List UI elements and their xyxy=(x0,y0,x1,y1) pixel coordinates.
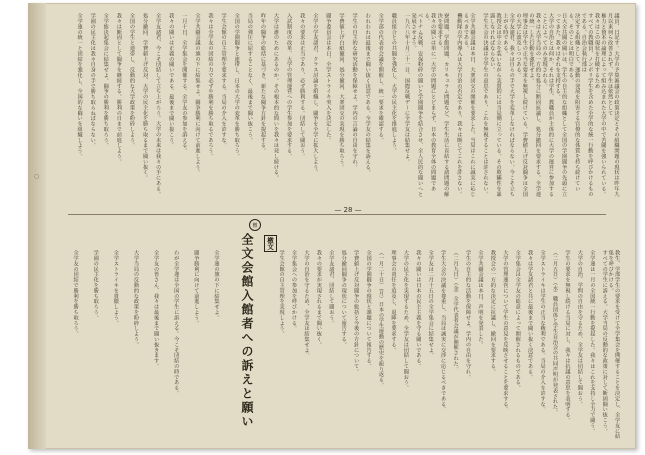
text-column: 我々の要求が実現されるまで闘い抜く。 xyxy=(315,250,322,348)
text-column: 全学部の代表者会議を開催し、統一要求を確認する。 xyxy=(377,13,384,143)
text-column: 全学集会は全学友の総意によって開催されるものである。 xyxy=(514,250,521,391)
text-column: 処分撤回、学費値上げ反対、大学の民主化を勝ち取るまで闘い抜く。 xyxy=(142,13,149,181)
text-column: 学生会館の自主管理を要求する。当局の介入を許すな。 xyxy=(220,13,227,148)
text-column: 寮問題、学館問題、カリキュラム問題など、学生生活に直結する諸問題の解決を要求する。 xyxy=(436,13,450,197)
text-column: 全学共闘会議の旗の下に結集せよ。闘争勝利に向けて前進しよう。 xyxy=(194,13,201,175)
text-column: 我々の闘いは単に一大学の問題にとどまらず、日本の教育全体の問題である。 xyxy=(423,13,437,192)
book-gutter xyxy=(28,3,46,449)
text-column: すべての教職員、ノンポリ学生を含めた全学的な統一行動を呼びかけるものである。自治会執行部は xyxy=(580,13,594,197)
text-column: （二月九日）（金）全学代表者会議が開催された。 xyxy=(452,250,459,372)
text-column: 全学友は二月十五日の全学集会に結集せよ。 xyxy=(427,250,434,358)
book-spread xyxy=(28,3,636,449)
text-column: 全学友の団結で勝利を勝ち取ろう。 xyxy=(72,250,79,337)
text-column: 機動隊の学内導入は大学自治の否定であり、我々は断じてこれを許さない。 xyxy=(456,13,463,197)
text-column: 我々は全学友の団結の力で必ずや勝利を勝ち取るであろう。 xyxy=(207,13,214,159)
text-column: 学園の民主化を勝ち取ろう。 xyxy=(92,250,99,321)
text-column: 我々の闘いは日本の民主主義を守る闘いである。 xyxy=(415,250,422,369)
text-column: 日大全共闘の闘いは、学生の自主的な組織として全国の学園闘争の先頭に立ってきた。我々はそれを支持する。 xyxy=(554,13,568,197)
text-column: 我々の要求は正当であり、必ず勝利する。団結して闘おう。 xyxy=(299,13,306,159)
text-column: われわれは最後まで闘い抜く決意である。全学友の結集を訴える。 xyxy=(364,13,371,175)
text-column: 全学連は一月の全国統一行動を提起した。我々はこれを支持し全力で闘う。 xyxy=(589,250,596,434)
text-column: 職員組合との共闘を強化し、大学の民主化を推進しよう。 xyxy=(390,13,397,154)
text-column: 全学総決起集会に結集せよ。闘争の勝利を勝ち取ろう。 xyxy=(102,13,109,148)
text-column: 全学友諸君、我々は自らの手で大学を変革しなければならない。今こそ立ち上がる時である。 xyxy=(502,13,515,197)
text-column: 処分撤回闘争の現状について報告する。 xyxy=(340,250,347,348)
text-column: 全学集会への参加を呼びかける。 xyxy=(291,250,298,331)
text-column: 昨年の闘争の総括に基づき、新たな闘争方針を提起する。 xyxy=(259,13,266,154)
text-column: 全学連の旗の下に結集せよ。 xyxy=(213,250,220,321)
text-column: 学園の民主化は我々自身の手で勝ち取らねばならない。 xyxy=(89,13,96,148)
text-column: （二月五日）（水）職員団体と学生自治会の共同声明が発表された。 xyxy=(552,250,559,415)
text-column: 全学の学友諸君、クラス討論を組織し、闘争を全学に拡大しよう。 xyxy=(312,13,319,175)
text-column: 闘争委員会は本日、全学ストライキ突入を決定した。 xyxy=(325,13,332,143)
text-column: 学費値上げ反対闘争の総括と今後の方針について。 xyxy=(353,250,360,375)
text-column: 学生の自主的な研究活動を保障せよ。学内の言論の自由を守れ。 xyxy=(351,13,358,170)
text-column: すべての学生に訴える。大学当局の反動的な政策に対して断固闘い抜こう。 xyxy=(601,250,608,434)
text-column: 入試制度の改革、大学の管理運営への学生参加を要求する。 xyxy=(286,13,293,159)
text-column: 全国の学生と連帯し、反動的な大学政策を粉砕しよう。 xyxy=(128,13,135,148)
text-column: 大学の管理運営について学生の意見を反映させることを要求する。 xyxy=(502,250,509,412)
text-column: 闘争勝利に向けて前進しよう。 xyxy=(193,250,200,326)
text-column: 学生の要求を無視し続ける当局に対し、我々は抗議の意思を表明する。 xyxy=(564,250,571,423)
text-column: 学生会館の自主管理を実現しよう。 xyxy=(278,250,285,337)
text-column: 大学の自治とは何か。それは学生、教職員が主体的に大学の運営に参加することによってのみ実現される。 xyxy=(541,13,555,197)
page-divider-rule xyxy=(68,214,606,215)
text-column: 全学友の皆さん、我々は最後まで闘い抜きます。 xyxy=(153,250,160,369)
text-column: 教授会の一方的な決定に抗議し、撤回を要求する。 xyxy=(489,250,496,375)
text-column: 学費値上げ白紙撤回、処分撤回、大衆団交の実現を勝ち取ろう。 xyxy=(338,13,345,170)
text-column: 一月十日、全学集会を開催する。全学友の参加を訴える。 xyxy=(181,13,188,154)
text-column: 全国の学園闘争の現状と課題について報告する。 xyxy=(365,250,372,369)
text-column: 学生の自主的な活動を保障せよ。学内の自由を守れ。 xyxy=(465,250,472,380)
text-column: 教生、学部学生の要求を受けて全学集会を開催することを決定し、全学友に結集を呼びかける。 xyxy=(607,250,621,439)
text-column: 大学の自治、学問の自由を守るため、全学友は団結して闘おう。 xyxy=(576,250,583,407)
text-column: 教授会は中立を装いながら実質的には当局側に立っている。その欺瞞性を暴露しなければならない。 xyxy=(489,13,502,197)
text-column: 大学の自治を守るため、全学友は結集せよ。 xyxy=(303,250,310,358)
text-column: 全学ストライキは学生の正当な権利である。当局の介入を許すな。 xyxy=(539,250,546,412)
text-column: 大学当局の反動的な政策を粉砕しよう。 xyxy=(132,250,139,348)
text-column: 全国の学園闘争と連帯し、日本の大学の変革を勝ち取ろう。 xyxy=(233,13,240,159)
stamp-icon: 檄 xyxy=(249,219,261,231)
text-column: ベトナム反戦、安保粉砕の闘いと学園闘争を結合させ、全人民的な闘いへと発展させよう。 xyxy=(410,13,424,197)
text-column: 全学友諸君、団結して闘おう。 xyxy=(328,250,335,326)
text-column: 我々は断固として闘争を継続する。勝利の日まで前進しよう。 xyxy=(115,13,122,165)
text-column: 権力と資本の論理によって組み込まれた大学の中で苦闘を強いられている。我々はこの現状を打破するため xyxy=(593,13,607,197)
text-column: 一九六八年十月二十一日、国際反戦デーに全学友は結集せよ。 xyxy=(403,13,410,165)
text-column: 全学連の統一と団結を強化し、全国的な闘いを組織しよう。 xyxy=(76,13,83,159)
article-heading: 全文会館入館者への訴えと願い xyxy=(240,233,254,429)
text-column: 当局の弾圧に屈することなく、最後まで闘い抜こう。 xyxy=(246,13,253,143)
text-column: 決定する組織として、運動の発展を阻害する官僚的な体質を持ち続けている。そのことは明白である。 xyxy=(567,13,581,192)
text-column: わが全学連は全国の学生に訴える。今こそ団結の時である。 xyxy=(173,250,180,396)
text-column: 我々は学友諸君と共に最後まで闘い抜く決意である。 xyxy=(527,250,534,380)
section-label: 檄文 xyxy=(264,235,277,252)
text-column: 我々は大学当局の一方的な処分に断固抗議し、処分撤回を要求する。全学連の統一した行動を強化せよ。 xyxy=(528,13,541,197)
text-column: 大学の民主化を実現するため、全学友は団結して闘おう。 xyxy=(402,250,409,391)
text-column: 議員、日記す。大学の予算審議会の政策決定とその組織問題の現状は昨年九月以来何ら改善されず、学生は依然として xyxy=(607,13,620,197)
text-column: 全学共闘会議は本日、大衆団交の開催を要求した。当局はこれに誠実に応じるべきである。 xyxy=(463,13,476,197)
text-column: 大学は誰のためにあるのか。その根本的な問いを我々は発し続ける。 xyxy=(273,13,280,181)
text-column: 理事会は学生の正当な要求を無視し続けている。学費値上げ反対闘争は全国の大学に波及しつつある。 xyxy=(515,13,528,197)
text-column: 理事会の責任を追及し、退陣を要求する。 xyxy=(390,250,397,353)
text-column: （一月二十日）（月）日本の学生運動の歴史を振り返る。 xyxy=(378,250,385,388)
text-column: 学生大会の決議を尊重し、当局は誠実に交渉に応じるべきである。 xyxy=(440,250,447,412)
page-number: — 28 — xyxy=(328,206,368,214)
text-column: 全学友諸君、今こそ団結して立ち上がろう。大学の未来は我々の手にある。 xyxy=(155,13,162,197)
text-column: 全学ストライキを貫徹しよう。 xyxy=(112,250,119,326)
text-column: 我々の闘いは正義の闘いである。最後まで闘い抜こう。 xyxy=(168,13,175,148)
margin-mark: ○ xyxy=(34,173,40,180)
text-column: 学生大会の決議は全学生の意思であり、これを無視することは許されない。 xyxy=(482,13,489,197)
text-column: 全学共闘会議は本日、声明を発表した。 xyxy=(477,250,484,348)
